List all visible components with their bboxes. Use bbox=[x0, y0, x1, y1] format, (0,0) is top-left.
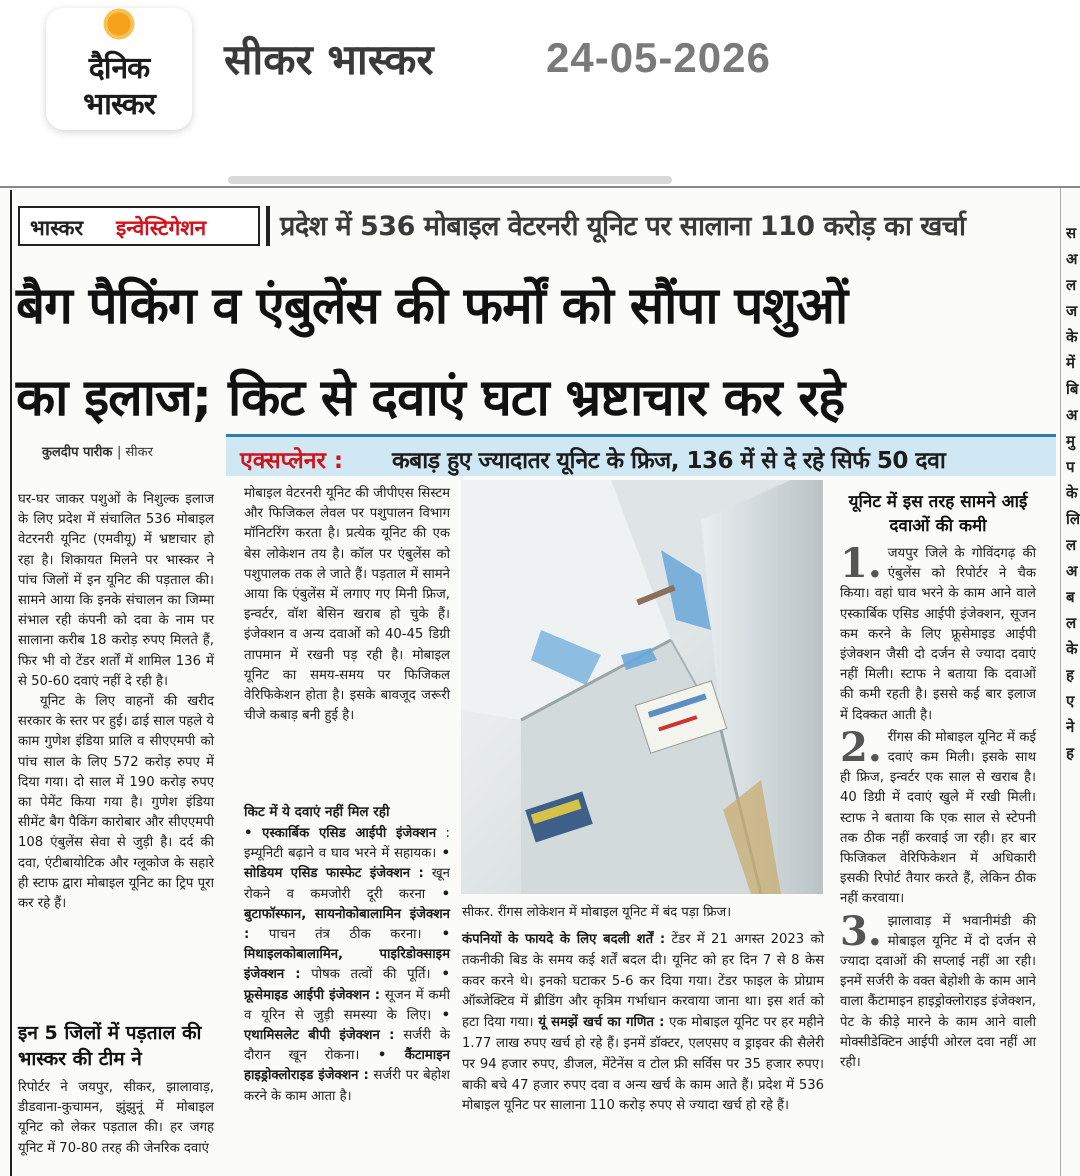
list-item-name: • मिथाइलकोबालामिन, पाइरिडोक्साइम इंजेक्शन : bbox=[244, 927, 450, 983]
list-item-name: • एथामिसलेट बीपी इंजेक्शन : bbox=[244, 1007, 450, 1044]
shortage-box-title: यूनिट में इस तरह सामने आई दवाओं की कमी bbox=[848, 492, 1028, 536]
explainer-text: कबाड़ हुए ज्यादातर यूनिट के फ्रिज, 136 में से दे रहे सिर्फ 50 दवा bbox=[392, 448, 946, 474]
clipped-text-fragment: ल bbox=[1066, 276, 1077, 294]
newspaper-header bbox=[0, 0, 1080, 175]
inline-heading: यूं समझें खर्च का गणित : bbox=[538, 1015, 665, 1031]
paragraph: यूनिट के लिए वाहनों की खरीद सरकार के स्तर पर हुई। ढाई साल पहले ये काम गुणेश इंडिया प्रालि व सीएएमपी को पांच साल के लिए 572 करोड़ रुपए में दिया गया। दो साल में 190 करोड़ रुपए का पेमेंट किया गया है। गुणेश इंडिया सीमेंट बैग पैकिंग कारोबार और सीएएमपी 108 एंबुलेंस सेवा से जुड़ी है। दर्द की दवा, एंटीबायोटिक और ग्लूकोज के सहारे ही स्टाफ द्वारा मोबाइल यूनिट का ट्रिप पूरा कर रहे हैं। bbox=[18, 694, 214, 912]
item-number: 1. bbox=[840, 540, 882, 587]
list-item-desc: सर्जरी के दौरान खून रोकना। bbox=[244, 1028, 450, 1064]
clipped-text-fragment: ज bbox=[1066, 302, 1078, 320]
adjacent-article-fragment bbox=[1066, 220, 1080, 1160]
medicine-list-heading: किट में ये दवाएं नहीं मिल रही bbox=[244, 804, 390, 820]
item-text: झालावाड़ में भवानीमंडी की मोबाइल यूनिट में दो दर्जन से ज्यादा दवाओं की सप्लाई नहीं आ रही। इनमें सर्जरी के वक्त बेहोशी के काम आने वाला कैंटामाइन हाइड्रोक्लोराइड इंजेक्शन, पेट के कीड़े मारने के काम आने वाली मोक्सीडेक्टिन आईपी ओरल दवा नहीं आ रही। bbox=[840, 913, 1036, 1071]
inline-heading: कंपनियों के फायदे के लिए बदली शर्तें : bbox=[462, 932, 666, 947]
explainer-label: एक्सप्लेनर : bbox=[240, 448, 344, 474]
clipped-text-fragment: के bbox=[1066, 484, 1078, 502]
clipped-text-fragment: अ bbox=[1066, 406, 1078, 424]
item-number: 3. bbox=[840, 907, 882, 955]
paragraph: टेंडर में 21 अगस्त 2023 को तकनीकी बिड के समय कई शर्तें बदल दी। यूनिट को हर दिन 7 से 8 केस कवर करने थे। इनको घटाकर 5-6 कर दिया गया। टेंडर फाइल के प्रोग्राम ऑब्जेक्टिव में ब्रीडिंग और कृत्रिम गर्भाधान करवाया जाना था। इस शर्त को हटा दिया गया। bbox=[462, 932, 825, 1031]
list-item bbox=[840, 723, 1036, 910]
investigation-kicker bbox=[18, 206, 260, 246]
clipped-text-fragment: ब bbox=[1066, 588, 1075, 606]
kicker-brand: भास्कर bbox=[30, 216, 84, 240]
article-subhead: प्रदेश में 536 मोबाइल वेटरनरी यूनिट पर सालाना 110 करोड़ का खर्चा bbox=[280, 211, 966, 242]
list-item-desc: सूजन में कमी व यूरिन से जुड़ी समस्या के लिए। bbox=[244, 987, 450, 1023]
clipped-text-fragment: ए bbox=[1066, 692, 1075, 710]
paragraph: घर-घर जाकर पशुओं के निशुल्क इलाज के लिए प्रदेश में संचालित 536 मोबाइल वेटरनरी यूनिट (एमवीयू) में भ्रष्टाचार हो रहा है। शिकायत मिलने पर भास्कर ने पांच जिलों में इन यूनिट की पड़ताल की। सामने आया कि इनके संचालन का जिम्मा संभाल रही कंपनी को दवा के नाम पर सालाना करीब 18 करोड़ रुपए मिलते हैं, फिर भी वो टेंडर शर्तों में शामिल 136 में से 50-60 दवाएं नहीं दे रही है। bbox=[18, 492, 214, 689]
edition-date[interactable]: 24-05-2026 bbox=[546, 34, 771, 81]
clipped-text-fragment: स bbox=[1066, 224, 1077, 242]
fridge-photo bbox=[461, 480, 823, 894]
sun-icon bbox=[101, 6, 137, 42]
list-item-name: • सोडियम एसिड फास्फेट इंजेक्शन : bbox=[244, 846, 450, 882]
article-headline-line2: का इलाज; किट से दवाएं घटा भ्रष्टाचार कर रहे bbox=[16, 369, 845, 428]
logo-text-line2: भास्कर bbox=[83, 87, 155, 122]
middle-text-block bbox=[462, 930, 824, 1117]
edition-title: सीकर भास्कर bbox=[224, 35, 434, 84]
clipped-text-fragment: के bbox=[1066, 328, 1078, 346]
clipped-text-fragment: प bbox=[1066, 458, 1075, 476]
clipped-text-fragment: मु bbox=[1066, 432, 1075, 450]
list-item-desc: : इम्यूनिटी बढ़ाने व घाव भरने में सहायक। bbox=[244, 826, 451, 862]
clipped-text-fragment: अ bbox=[1066, 250, 1078, 268]
clipped-text-fragment: में bbox=[1066, 354, 1075, 372]
clipped-text-fragment: लि bbox=[1066, 510, 1080, 528]
list-item-name: • कैंटामाइन हाइड्रोक्लोराइड इंजेक्शन : bbox=[244, 1048, 450, 1084]
page-scroll-indicator[interactable] bbox=[228, 176, 672, 184]
column-subheading: इन 5 जिलों में पड़ताल की भास्कर की टीम ने bbox=[18, 1022, 202, 1070]
item-text: रींगस की मोबाइल यूनिट में कई दवाएं कम मिली। इसके साथ ही फ्रिज, इन्वर्टर एक साल से खराब है। 40 डिग्री में दवाएं खुले में रखी मिली। स्टाफ ने बताया कि एक साल से स्टेपनी तक ठीक नहीं करवाई जा रही। हर बार फिजिकल वेरिफिकेशन में अधिकारी इसकी रिपोर्ट तैयार करते हैं, लेकिन ठीक नहीं करवाया। bbox=[840, 729, 1036, 907]
list-item bbox=[840, 907, 1036, 1074]
paragraph: मोबाइल वेटरनरी यूनिट की जीपीएस सिस्टम और फिजिकल लेवल पर पशुपालन विभाग मॉनिटरिंग करता है। प्रत्येक यूनिट की एक बेस लोकेशन तय है। कॉल पर एंबुलेंस को पशुपालक तक ले जाते हैं। पड़ताल में सामने आया कि एंबुलेंस में लगाए गए मिनी फ्रिज, इन्वर्टर, वॉश बेसिन खराब हो चुके हैं। इंजेक्शन व अन्य दवाओं को 40-45 डिग्री तापमान में रखनी पड़ रही है। मोबाइल यूनिट का समय-समय पर फिजिकल वेरिफिकेशन होता है। इसके बावजूद जरूरी चीजे कबाड़ बनी हुई है। bbox=[244, 486, 450, 724]
byline-name: कुलदीप पारीक bbox=[42, 445, 113, 460]
column-4 bbox=[840, 540, 1036, 1073]
divider bbox=[10, 190, 12, 1176]
clipped-text-fragment: ल bbox=[1066, 536, 1077, 554]
byline-place: | सीकर bbox=[116, 445, 153, 460]
article-headline-line1: बैग पैकिंग व एंबुलेंस की फर्मों को सौंपा पशुओं bbox=[16, 277, 848, 336]
logo-text-line1: दैनिक bbox=[88, 51, 150, 86]
list-item bbox=[840, 540, 1036, 726]
divider bbox=[266, 206, 270, 246]
item-number: 2. bbox=[840, 723, 882, 771]
clipped-text-fragment: के bbox=[1066, 640, 1078, 658]
medicine-list bbox=[244, 824, 450, 1107]
list-item-name: • एस्कार्बिक एसिड आईपी इंजेक्शन bbox=[244, 826, 437, 841]
kicker-tag: इन्वेस्टिगेशन bbox=[116, 216, 207, 240]
list-item-desc: सर्जरी पर बेहोश करने के काम आता है। bbox=[244, 1068, 450, 1104]
item-text: जयपुर जिले के गोविंदगढ़ की एंबुलेंस को रिपोर्टर ने चैक किया। वहां घाव भरने के काम आने वाले एस्कार्बिक एसिड आईपी इंजेक्शन, सूजन कम करने के लिए फ्रूसेमाइड आईपी इंजेक्शन जैसी दो दर्जन से ज्यादा दवाएं नहीं मिली। स्टाफ ने बताया कि दवाओं की कमी रहती है। इससे कई बार इलाज में दिक्कत आती है। bbox=[840, 546, 1036, 723]
dainik-bhaskar-logo[interactable] bbox=[46, 8, 192, 130]
paragraph: रिपोर्टर ने जयपुर, सीकर, झालावाड़, डीडवाना-कुचामन, झुंझुनूं में मोबाइल यूनिट को लेकर पड़ताल की। हर जगह यूनिट में 70-80 तरह की जेनरिक दवाएं bbox=[18, 1080, 214, 1156]
photo-caption: सीकर. रींगस लोकेशन में मोबाइल यूनिट में बंद पड़ा फ्रिज। bbox=[462, 905, 732, 920]
list-item-name: • फ्रूसेमाइड आईपी इंजेक्शन : bbox=[244, 967, 450, 1003]
explainer-banner bbox=[226, 434, 1056, 476]
clipped-text-fragment: ने bbox=[1066, 718, 1075, 736]
list-item-desc: खून रोकने व कमजोरी दूरी करना bbox=[244, 866, 450, 902]
clipped-text-fragment: अ bbox=[1066, 562, 1078, 580]
clipped-text-fragment: ह bbox=[1066, 744, 1074, 762]
list-item-desc: पाचन तंत्र ठीक करना। bbox=[249, 927, 422, 943]
column-1 bbox=[18, 490, 214, 914]
clipped-text-fragment: बि bbox=[1066, 380, 1079, 398]
column-2 bbox=[244, 484, 450, 726]
clipped-text-fragment: ह bbox=[1066, 666, 1074, 684]
list-item-desc: पोषक तत्वों की पूर्ति। bbox=[300, 967, 431, 983]
fridge-photo-illustration bbox=[461, 480, 823, 894]
list-item-name: • बुटाफॉस्फान, सायनोकोबालामिन इंजेक्शन : bbox=[244, 886, 450, 943]
clipped-text-fragment: ल bbox=[1066, 614, 1077, 632]
byline bbox=[42, 442, 153, 460]
divider bbox=[1060, 188, 1061, 1176]
paragraph: एक मोबाइल यूनिट पर हर महीने 1.77 लाख रुपए खर्च हो रहे हैं। इनमें डॉक्टर, एलएसए व ड्राइवर की सैलेरी पर 94 हजार रुपए, डीजल, मेंटेनेंस व टोल फ्री सर्विस पर 35 हजार रुपए। बाकी बचे 47 हजार रुपए दवा व अन्य खर्च के काम आते हैं। प्रदेश में 536 मोबाइल यूनिट पर सालाना 110 करोड़ रुपए से ज्यादा खर्च हो रहे हैं। bbox=[462, 1015, 824, 1114]
